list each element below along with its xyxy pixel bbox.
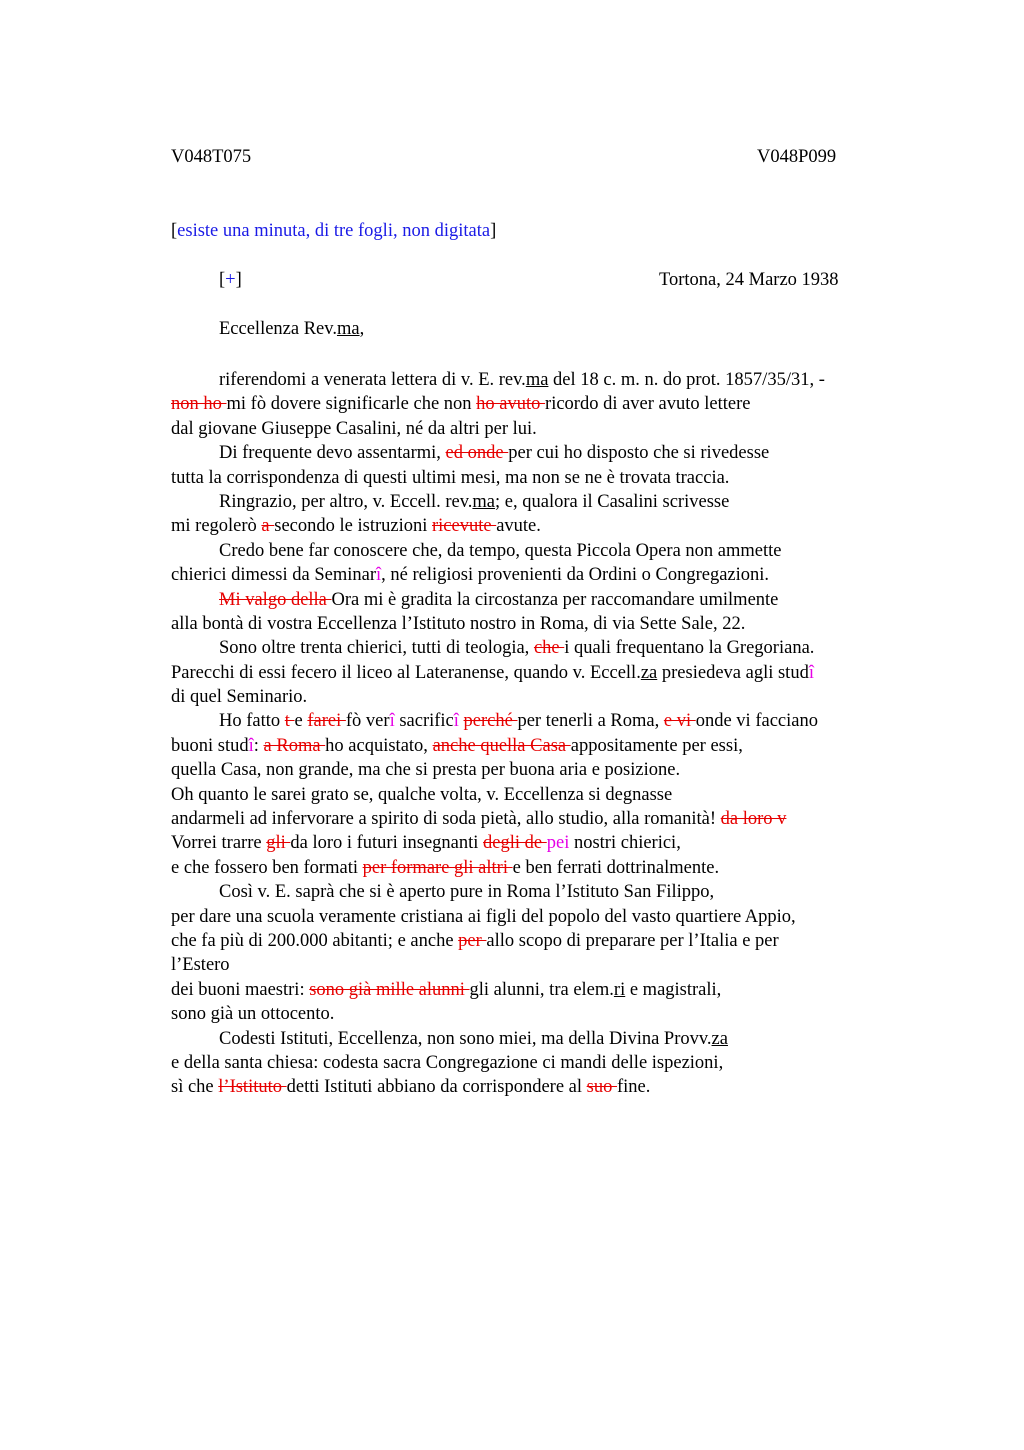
- deleted-text: ho avuto: [476, 394, 546, 415]
- text-segment: Ho fatto: [219, 711, 285, 732]
- salutation-text: Eccellenza Rev.: [219, 319, 337, 339]
- text-segment: appositamente per essi,: [570, 735, 743, 756]
- deleted-text: e vi: [663, 711, 696, 732]
- note-open-bracket: [: [171, 221, 178, 241]
- inserted-mark: î: [248, 735, 254, 756]
- deleted-text: a: [261, 516, 275, 537]
- abbreviation-superscript: ma: [525, 370, 549, 390]
- deleted-text: Mi valgo della: [219, 589, 332, 610]
- letter-line: [171, 588, 911, 612]
- text-segment: allo scopo di preparare per l’Italia e per: [486, 930, 779, 951]
- text-segment: secondo le istruzioni: [274, 516, 432, 537]
- text-segment: e che fossero ben formati: [171, 857, 363, 878]
- text-segment: per cui ho disposto che si rivedesse: [508, 443, 770, 464]
- text-segment: alla bontà di vostra Eccellenza l’Istituto nostro in Roma, di via Sette Sale, 22.: [171, 613, 746, 634]
- text-segment: gli alunni, tra elem.: [469, 979, 614, 1000]
- letter-line: [171, 612, 911, 636]
- text-segment: fò ver: [345, 711, 390, 732]
- cross-mark: [219, 270, 242, 291]
- text-segment: dei buoni maestri:: [171, 979, 310, 1000]
- deleted-text: t: [284, 711, 295, 732]
- text-segment: buoni stud: [171, 735, 249, 756]
- text-segment: andarmeli ad infervorare a spirito di soda pietà, allo studio, alla romanità!: [171, 809, 721, 830]
- deleted-text: non ho: [171, 394, 227, 415]
- text-segment: nostri chierici,: [569, 833, 681, 854]
- letter-line: [171, 1075, 911, 1099]
- salutation-abbr: ma: [336, 319, 360, 339]
- deleted-text: ed onde: [445, 443, 509, 464]
- deleted-text: a Roma: [263, 735, 326, 756]
- document-code-left: V048T075: [171, 147, 252, 167]
- deleted-text: degli de: [483, 833, 547, 854]
- editorial-note: [171, 221, 496, 242]
- text-segment: onde vi facciano: [695, 711, 818, 732]
- text-segment: :: [253, 735, 264, 756]
- inserted-mark: î: [389, 711, 395, 732]
- text-segment: Codesti Istituti, Eccellenza, non sono miei, ma della Divina Provv.: [219, 1028, 712, 1049]
- abbreviation-superscript: ma: [472, 491, 496, 512]
- text-segment: che fa più di 200.000 abitanti; e anche: [171, 930, 459, 951]
- letter-line: [171, 417, 911, 441]
- deleted-text: farei: [307, 711, 346, 732]
- inserted-mark: î: [808, 662, 814, 683]
- text-segment: dal giovane Giuseppe Casalini, né da altri per lui.: [171, 418, 537, 439]
- letter-line: [171, 905, 911, 929]
- text-segment: sono già un ottocento.: [171, 1004, 335, 1025]
- text-segment: tutta la corrispondenza di questi ultimi mesi, ma non se ne è trovata traccia.: [171, 467, 730, 488]
- text-segment: presiedeva agli stud: [657, 662, 809, 683]
- letter-line: [171, 392, 911, 416]
- letter-line: [171, 783, 911, 807]
- dateline: Tortona, 24 Marzo 1938: [659, 270, 839, 290]
- letter-line: [171, 1027, 911, 1051]
- inserted-mark: î: [375, 565, 382, 586]
- deleted-text: per: [458, 930, 487, 951]
- letter-line: [171, 1051, 911, 1075]
- text-segment: e ben ferrati dottrinalmente.: [512, 857, 720, 878]
- text-segment: Parecchi di essi fecero il liceo al Lateranense, quando v. Eccell.: [171, 662, 641, 683]
- salutation: [219, 319, 364, 340]
- letter-line: [171, 636, 911, 660]
- inserted-mark: pei: [546, 833, 570, 854]
- deleted-text: che: [533, 638, 565, 659]
- text-segment: avute.: [496, 516, 541, 537]
- deleted-text: anche quella Casa: [432, 735, 571, 756]
- text-segment: riferendomi a venerata lettera di v. E. rev.: [219, 370, 526, 390]
- deleted-text: gli: [266, 833, 291, 854]
- abbreviation-superscript: za: [711, 1028, 728, 1049]
- letter-line: [171, 563, 911, 587]
- note-close-bracket: ]: [490, 221, 497, 241]
- text-segment: del 18 c. m. n. do prot. 1857/35/31, -: [548, 370, 825, 390]
- letter-line: [171, 514, 911, 538]
- letter-line: [171, 929, 911, 953]
- salutation-comma: ,: [359, 319, 365, 339]
- note-text: esiste una minuta, di tre fogli, non digitata: [177, 221, 491, 241]
- text-segment: ho acquistato,: [325, 735, 433, 756]
- abbreviation-superscript: ri: [613, 979, 626, 1000]
- text-segment: ricordo di aver avuto lettere: [545, 394, 751, 415]
- deleted-text: per formare gli altri: [362, 857, 513, 878]
- text-segment: , né religiosi provenienti da Ordini o Congregazioni.: [381, 565, 770, 586]
- text-segment: Di frequente devo assentarmi,: [219, 443, 446, 464]
- text-segment: chierici dimessi da Seminar: [171, 565, 376, 586]
- text-segment: Ringrazio, per altro, v. Eccell. rev.: [219, 491, 473, 512]
- text-segment: per tenerli a Roma,: [517, 711, 664, 732]
- text-segment: Oh quanto le sarei grato se, qualche volta, v. Eccellenza si degnasse: [171, 784, 673, 805]
- letter-line: [171, 466, 911, 490]
- text-segment: Vorrei trarre: [171, 833, 267, 854]
- letter-line: [171, 953, 911, 977]
- deleted-text: perché: [463, 711, 518, 732]
- deleted-text: l’Istituto: [218, 1077, 287, 1098]
- cross-close-bracket: ]: [235, 270, 242, 290]
- deleted-text: ricevute: [432, 516, 497, 537]
- text-segment: l’Estero: [171, 955, 230, 976]
- text-segment: e magistrali,: [625, 979, 722, 1000]
- text-segment: e: [294, 711, 308, 732]
- inserted-mark: î: [453, 711, 459, 732]
- text-segment: Così v. E. saprà che si è aperto pure in Roma l’Istituto San Filippo,: [219, 882, 715, 903]
- letter-line: [171, 685, 911, 709]
- letter-line: [171, 539, 911, 563]
- letter-line: [171, 831, 911, 855]
- deleted-text: sono già mille alunni: [309, 979, 470, 1000]
- text-segment: quella Casa, non grande, ma che si presta per buona aria e posizione.: [171, 760, 681, 781]
- text-segment: di quel Seminario.: [171, 687, 308, 708]
- cross-open-bracket: [: [219, 270, 226, 290]
- deleted-text: da loro v: [720, 809, 787, 830]
- text-segment: ; e, qualora il Casalini scrivesse: [495, 491, 730, 512]
- text-segment: fine.: [616, 1077, 651, 1098]
- text-segment: detti Istituti abbiano da corrispondere al: [286, 1077, 587, 1098]
- abbreviation-superscript: za: [640, 662, 658, 683]
- cross-symbol: +: [225, 270, 236, 290]
- text-segment: i quali frequentano la Gregoriana.: [564, 638, 815, 659]
- letter-line: [171, 807, 911, 831]
- letter-line: [171, 734, 911, 758]
- text-segment: mi fò dovere significarle che non: [226, 394, 477, 415]
- text-segment: Sono oltre trenta chierici, tutti di teologia,: [219, 638, 534, 659]
- letter-line: [171, 709, 911, 733]
- letter-body: [171, 368, 911, 1100]
- text-segment: da loro i futuri insegnanti: [290, 833, 484, 854]
- letter-line: [171, 368, 911, 392]
- text-segment: sì che: [171, 1077, 219, 1098]
- text-segment: Ora mi è gradita la circostanza per raccomandare umilmente: [331, 589, 779, 610]
- text-segment: e della santa chiesa: codesta sacra Congregazione ci mandi delle ispezioni,: [171, 1052, 724, 1073]
- text-segment: per dare una scuola veramente cristiana ai figli del popolo del vasto quartiere Appio,: [171, 906, 796, 927]
- text-segment: sacrific: [394, 711, 454, 732]
- letter-line: [171, 978, 911, 1002]
- text-segment: Credo bene far conoscere che, da tempo, questa Piccola Opera non ammette: [219, 540, 782, 561]
- deleted-text: suo: [586, 1077, 617, 1098]
- letter-line: [171, 880, 911, 904]
- letter-line: [171, 661, 911, 685]
- letter-line: [171, 1002, 911, 1026]
- letter-line: [171, 441, 911, 465]
- text-segment: mi regolerò: [171, 516, 262, 537]
- letter-line: [171, 856, 911, 880]
- letter-line: [171, 490, 911, 514]
- letter-line: [171, 758, 911, 782]
- document-code-right: V048P099: [757, 147, 837, 167]
